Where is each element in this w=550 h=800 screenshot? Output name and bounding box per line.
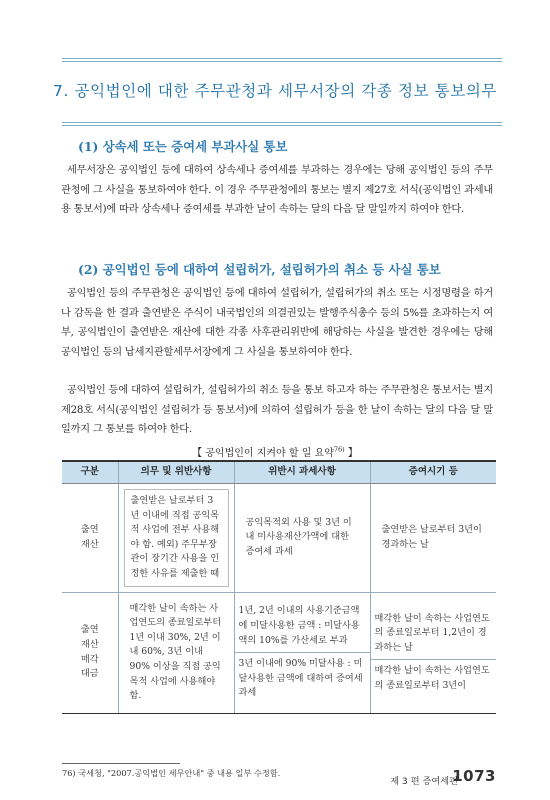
section-1-paragraph: 세무서장은 공익법인 등에 대하여 상속세나 증여세를 부과하는 경우에는 당해 공익법인 등의 주무관청에 그 사실을 통보하여야 한다. 이 경우 주무관청에의 통보는 별지 제27호 서식(공익법인 과세내용 통보서)에 따라 상속세나 증여세를 부과한 날이 속하는 달의 다음 달 말일까지 하여야 한다.: [61, 165, 493, 215]
header-duty: 의무 및 위반사항: [118, 461, 234, 484]
table-caption-close: 】: [344, 448, 358, 459]
title-top-rule: [62, 58, 502, 62]
row1-duty-cell: [118, 484, 234, 593]
table-caption-footnote-ref: 76): [333, 445, 345, 454]
row1-timing-cell: [370, 484, 496, 593]
row2-timing-a: 매각한 날이 속하는 사업연도의 종료일로부터 1,2년이 경과하는 날: [371, 608, 497, 661]
header-tax: 위반시 과세사항: [234, 461, 370, 484]
header-category: 구분: [62, 461, 118, 484]
title-bottom-rule: [62, 122, 502, 126]
header-timing: 증여시기 등: [370, 461, 496, 484]
section-2-paragraph-2: 공익법인 등에 대하여 설립허가, 설립허가의 취소 등을 통보 하고자 하는 주무관청은 통보서는 별지 제28호 서식(공익법인 설립허가 등 통보서)에 의하여 설립허가 등을 한 날이 속하는 달의 다음 달 말일까지 그 통보를 하여야 한다.: [61, 385, 493, 435]
table-caption-text: 【 공익법인이 지켜야 할 일 요약: [192, 448, 334, 459]
row2-timing-b: 매각한 날이 속하는 사업연도의 종료일로부터 3년이: [374, 665, 490, 692]
obligations-table: [62, 460, 496, 714]
chapter-title: 7. 공익법인에 대한 주무관청과 세무서장의 각종 정보 통보의무: [52, 82, 497, 100]
section-2-title: (2) 공익법인 등에 대하여 설립허가, 설립허가의 취소 등 사실 통보: [78, 262, 441, 277]
row2-category: 출연 재산 매각 대금: [62, 592, 118, 713]
row2-tax-b: 3년 이내에 90% 미달사용 : 미달사용한 금액에 대하여 증여세 과세: [238, 658, 363, 699]
table-caption: [0, 444, 550, 459]
row2-tax-a: 1년, 2년 이내의 사용기준금액에 미달사용한 금액 : 미달사용액의 10%를 가산세로 부과: [235, 600, 370, 653]
section-2-paragraph-1: 공익법인 등의 주무관청은 공익법인 등에 대하여 설립허가, 설립허가의 취소 또는 시정명령을 하거나 감독을 한 결과 출연받은 주식이 내국법인의 의결권있는 발행주식총수 등의 5%를 초과하는지 여부, 공익법인이 출연받은 재산에 대한 각종 사후관리위반에 해당하는 사실을 발견한 경우에는 당해 공익법인 등의 납세지관할세무서장에게 그 사실을 통보하여야 한다.: [61, 288, 493, 358]
footnote-divider: [62, 763, 180, 764]
page-number: 1073: [452, 767, 496, 785]
row1-duty: 출연받은 날로부터 3년 이내에 직접 공익목적 사업에 전부 사용해야 함. 예외) 주무부장관이 장기간 사용을 인정한 사유를 제출한 때: [124, 489, 229, 587]
row1-category: 출연 재산: [62, 484, 118, 593]
table-row: [62, 484, 496, 593]
row1-tax-cell: [234, 484, 370, 593]
row1-timing: 출연받은 날로부터 3년이 경과하는 날: [381, 524, 482, 550]
row2-timing-cell: [370, 592, 496, 713]
row2-duty: 매각한 날이 속하는 사업연도의 종료일로부터 1년 이내 30%, 2년 이내 60%, 3년 이내 90% 이상을 직접 공익목적 사업에 사용해야 함.: [129, 602, 222, 702]
footnote: 76) 국세청, "2007.공익법인 세무안내" 중 내용 일부 수정함.: [62, 768, 281, 778]
table-row: [62, 592, 496, 713]
footer-part-label: 제 3 편 증여세편: [390, 776, 458, 787]
row2-tax-cell: [234, 592, 370, 713]
table-header-row: [62, 461, 496, 484]
section-1-title: (1) 상속세 또는 증여세 부과사실 통보: [78, 139, 288, 154]
row2-duty-cell: [118, 592, 234, 713]
row1-tax: 공익목적외 사용 및 3년 이내 미사용재산가액에 대한 증여세 과세: [245, 516, 352, 558]
